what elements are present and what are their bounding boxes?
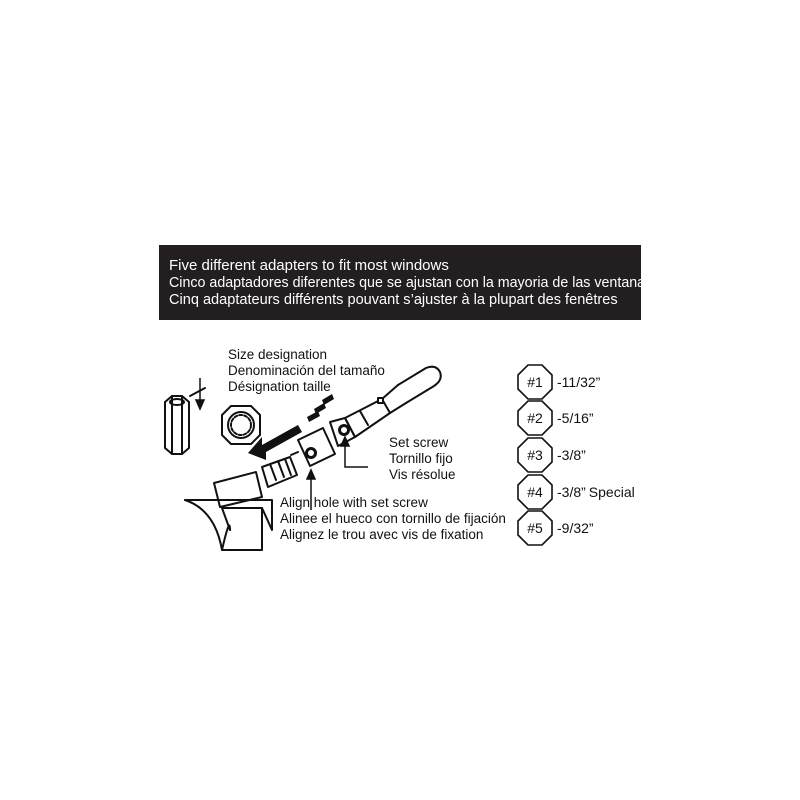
align-hole-arrow [307, 470, 315, 479]
size-designation-label-spanish: Denominación del tamaño [228, 363, 385, 378]
size-designation-label-french: Désignation taille [228, 379, 331, 394]
adapter-size: -9/32” [557, 520, 594, 536]
adapter-size-row-1 [517, 364, 657, 398]
adapter-size-row-5 [517, 510, 657, 544]
set-screw-label-english: Set screw [389, 435, 449, 450]
size-callout-arrow [196, 400, 204, 409]
set-screw-label-french: Vis résolue [389, 467, 456, 482]
align-hole-label-english: Align hole with set screw [280, 495, 428, 510]
adapter-number: #2 [527, 410, 543, 426]
adapter-number: #5 [527, 520, 543, 536]
adapter-number: #3 [527, 447, 543, 463]
banner-line-spanish: Cinco adaptadores diferentes que se ajustan con la mayoria de las ventanas [169, 274, 653, 291]
adapter-size-row-4 [517, 474, 657, 508]
hex-adapter-side-icon [165, 388, 205, 454]
adapter-end-view-icon [222, 406, 260, 444]
set-screw-label-spanish: Tornillo fijo [389, 451, 453, 466]
size-designation-label-english: Size designation [228, 347, 328, 362]
adapter-size: -5/16” [557, 410, 594, 426]
set-screw-arrow [341, 437, 349, 446]
adapter-size: -3/8” Special [557, 484, 635, 500]
adapter-size-row-3 [517, 437, 657, 471]
adapter-number: #4 [527, 484, 543, 500]
adapter-number: #1 [527, 374, 543, 390]
banner-line-french: Cinq adaptateurs différents pouvant s’ajuster à la plupart des fenêtres [169, 291, 618, 308]
align-hole-label-french: Alignez le trou avec vis de fixation [280, 527, 484, 542]
align-hole-label-spanish: Alinee el hueco con tornillo de fijación [280, 511, 506, 526]
adapter-size-row-2 [517, 400, 657, 434]
adapter-size-note: Special [588, 484, 635, 500]
banner-line-english: Five different adapters to fit most windows [169, 257, 449, 274]
adapter-size: -11/32” [557, 374, 601, 390]
adapter-size: -3/8” [557, 447, 586, 463]
